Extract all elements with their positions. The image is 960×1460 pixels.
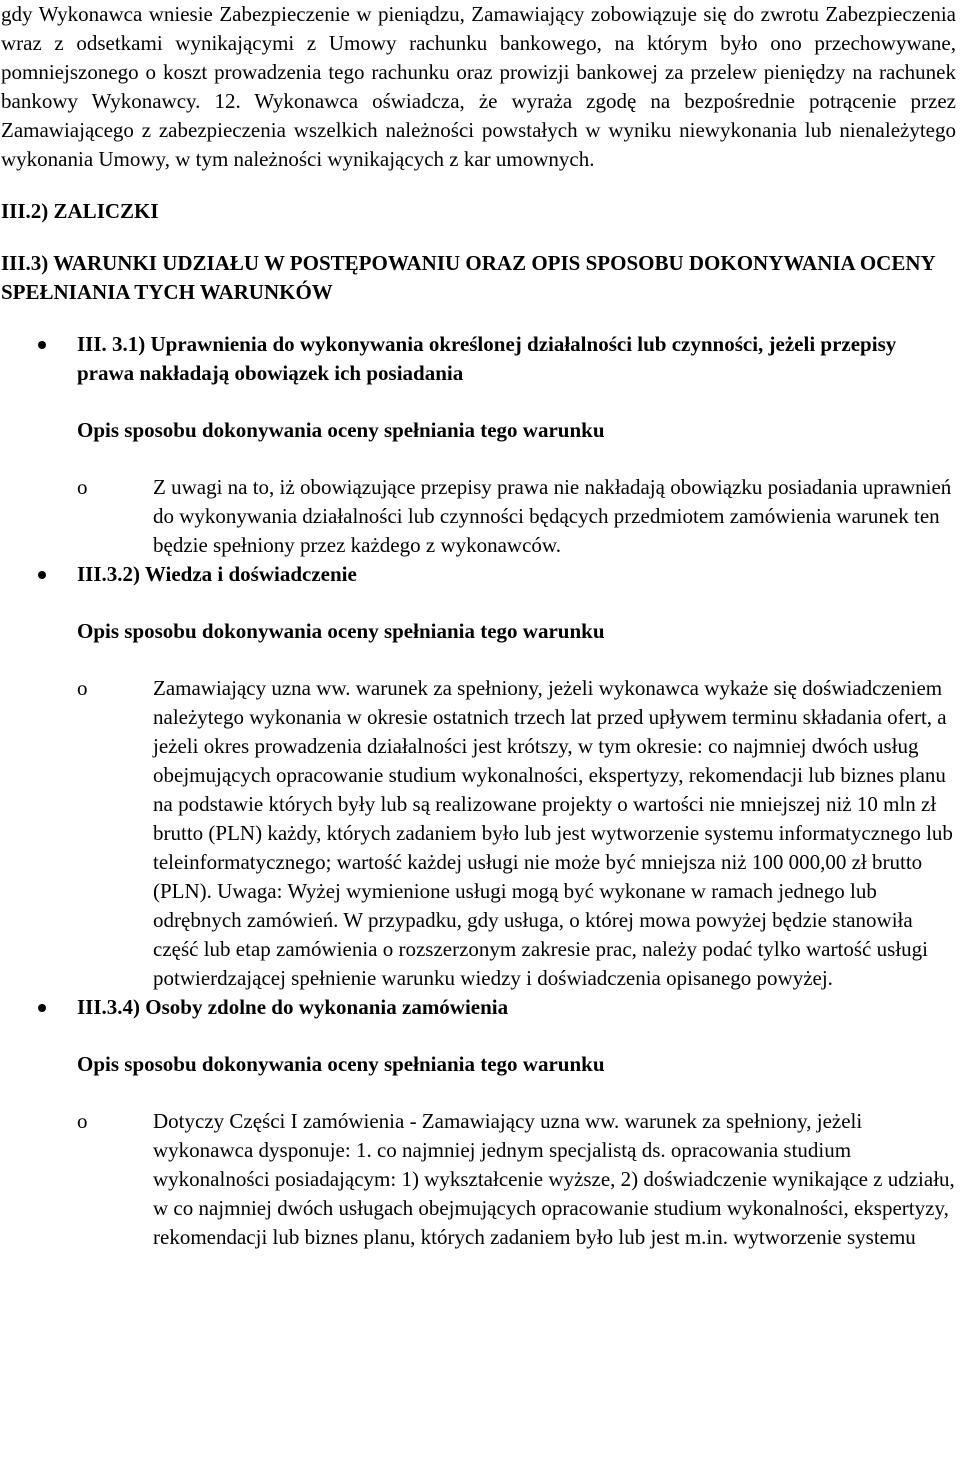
circle-bullet-icon: o xyxy=(77,475,88,499)
section-title: III.3.2) Wiedza i doświadczenie xyxy=(77,562,357,586)
condition-section xyxy=(1,560,956,993)
heading-zaliczki: III.2) ZALICZKI xyxy=(1,199,159,223)
bullet-icon xyxy=(38,341,46,349)
section-items xyxy=(77,473,956,560)
list-item-text: Dotyczy Części I zamówienia - Zamawiający uzna ww. warunek za spełniony, jeżeli wykonawca dysponuje: 1. co najmniej jednym specjalistą ds. opracowania studium wykonalności posiadającym: 1) wykształcenie wyższe, 2) doświadczenie wynikające z udziału, w co najmniej dwóch usługach obejmujących opracowanie studium wykonalności, ekspertyzy, rekomendacji lub biznes planu, których zadaniem było lub jest m.in. wytworzenie systemu xyxy=(153,1109,955,1249)
conditions-list xyxy=(1,330,956,1252)
list-item-text: Z uwagi na to, iż obowiązujące przepisy prawa nie nakładają obowiązku posiadania uprawnień do wykonywania działalności lub czynności będących przedmiotem zamówienia warunek ten będzie spełniony przez każdego z wykonawców. xyxy=(153,475,952,557)
section-title: III. 3.1) Uprawnienia do wykonywania określonej działalności lub czynności, jeżeli przepisy prawa nakładają obowiązek ich posiadania xyxy=(77,332,897,385)
intro-paragraph: gdy Wykonawca wniesie Zabezpieczenie w pieniądzu, Zamawiający zobowiązuje się do zwrotu Zabezpieczenia wraz z odsetkami wynikającymi z Umowy rachunku bankowego, na którym było ono przechowywane, pomniejszonego o koszt prowadzenia tego rachunku oraz prowizji bankowej za przelew pieniędzy na rachunek bankowy Wykonawcy. 12. Wykonawca oświadcza, że wyraża zgodę na bezpośrednie potrącenie przez Zamawiającego z zabezpieczenia wszelkich należności powstałych w wyniku niewykonania lub nienależytego wykonania Umowy, w tym należności wynikających z kar umownych. xyxy=(1,2,956,171)
list-item xyxy=(1,674,956,993)
bullet-icon xyxy=(38,571,46,579)
heading-warunki: III.3) WARUNKI UDZIAŁU W POSTĘPOWANIU ORAZ OPIS SPOSOBU DOKONYWANIA OCENY SPEŁNIANIA TYCH WARUNKÓW xyxy=(1,251,935,304)
circle-bullet-icon: o xyxy=(77,1109,88,1133)
condition-section xyxy=(1,330,956,560)
section-description-label: Opis sposobu dokonywania oceny spełniania tego warunku xyxy=(77,418,605,442)
section-description-label: Opis sposobu dokonywania oceny spełniania tego warunku xyxy=(77,1052,605,1076)
section-items xyxy=(77,674,956,993)
list-item xyxy=(1,473,956,560)
list-item-text: Zamawiający uzna ww. warunek za spełniony, jeżeli wykonawca wykaże się doświadczeniem należytego wykonania w okresie ostatnich trzech lat przed upływem terminu składania ofert, a jeżeli okres prowadzenia działalności jest krótszy, w tym okresie: co najmniej dwóch usług obejmujących opracowanie studium wykonalności, ekspertyzy, rekomendacji lub biznes planu na podstawie których były lub są realizowane projekty o wartości nie mniejszej niż 10 mln zł brutto (PLN) każdy, których zadaniem było lub jest wytworzenie systemu informatycznego lub teleinformatycznego; wartość każdej usługi nie może być mniejsza niż 100 000,00 zł brutto (PLN). Uwaga: Wyżej wymienione usługi mogą być wykonane w ramach jednego lub odrębnych zamówień. W przypadku, gdy usługa, o której mowa powyżej będzie stanowiła część lub etap zamówienia o rozszerzonym zakresie prac, należy podać tylko wartość usługi potwierdzającej spełnienie warunku wiedzy i doświadczenia opisanego powyżej. xyxy=(153,676,953,990)
condition-section xyxy=(1,993,956,1252)
section-items xyxy=(77,1107,956,1252)
section-description-label: Opis sposobu dokonywania oceny spełniania tego warunku xyxy=(77,619,605,643)
section-title: III.3.4) Osoby zdolne do wykonania zamówienia xyxy=(77,995,509,1019)
bullet-icon xyxy=(38,1004,46,1012)
circle-bullet-icon: o xyxy=(77,676,88,700)
list-item xyxy=(1,1107,956,1252)
